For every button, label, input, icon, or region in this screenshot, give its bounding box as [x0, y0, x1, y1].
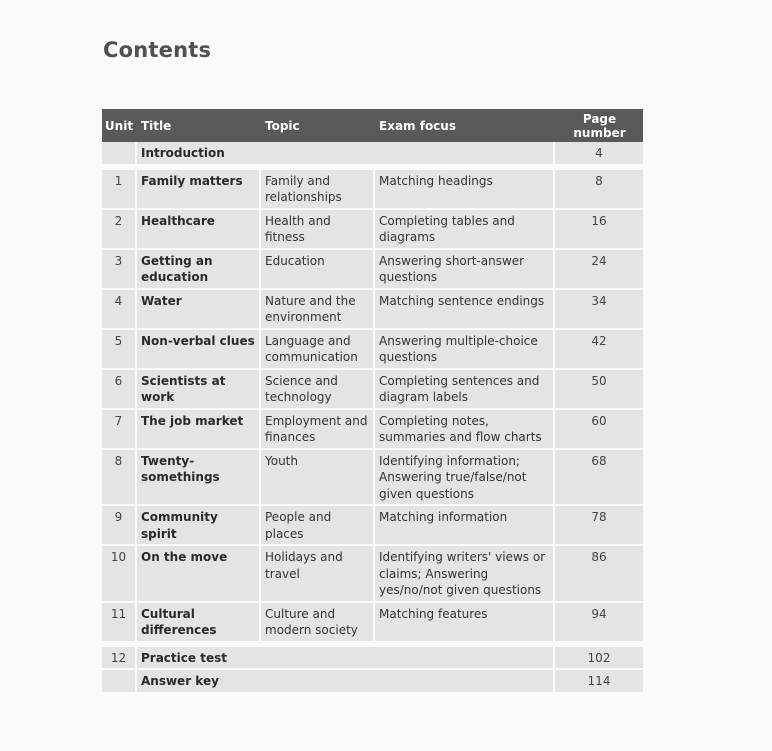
- unit-number: 4: [102, 290, 137, 330]
- unit-title: Scientists at work: [137, 370, 261, 410]
- unit-topic: Science and technology: [261, 370, 375, 410]
- intro-row: [102, 142, 643, 166]
- unit-number: 2: [102, 210, 137, 250]
- unit-page: 8: [555, 170, 643, 210]
- practice-test-unit: 12: [102, 647, 137, 671]
- unit-number: 8: [102, 450, 137, 507]
- practice-test-page: 102: [555, 647, 643, 671]
- unit-title: Getting an education: [137, 250, 261, 290]
- unit-topic: Holidays and travel: [261, 546, 375, 603]
- unit-exam-focus: Matching features: [375, 603, 555, 643]
- table-row: [102, 370, 643, 410]
- unit-topic: Nature and the environment: [261, 290, 375, 330]
- unit-page: 78: [555, 506, 643, 546]
- header-exam-focus: Exam focus: [375, 109, 555, 142]
- unit-topic: Employment and finances: [261, 410, 375, 450]
- unit-number: 3: [102, 250, 137, 290]
- unit-topic: Youth: [261, 450, 375, 507]
- unit-number: 9: [102, 506, 137, 546]
- unit-page: 94: [555, 603, 643, 643]
- contents-table: [102, 109, 643, 694]
- table-row: [102, 506, 643, 546]
- unit-page: 60: [555, 410, 643, 450]
- unit-title: Cultural differences: [137, 603, 261, 643]
- unit-number: 7: [102, 410, 137, 450]
- unit-number: 10: [102, 546, 137, 603]
- unit-title: Non-verbal clues: [137, 330, 261, 370]
- unit-topic: People and places: [261, 506, 375, 546]
- table-row: [102, 450, 643, 507]
- table-row: [102, 410, 643, 450]
- unit-page: 86: [555, 546, 643, 603]
- unit-exam-focus: Identifying information; Answering true/false/not given questions: [375, 450, 555, 507]
- unit-title: On the move: [137, 546, 261, 603]
- unit-topic: Health and fitness: [261, 210, 375, 250]
- unit-exam-focus: Matching headings: [375, 170, 555, 210]
- table-row: [102, 330, 643, 370]
- unit-title: Community spirit: [137, 506, 261, 546]
- header-page-number: Page number: [555, 109, 643, 142]
- unit-page: 16: [555, 210, 643, 250]
- unit-title: Healthcare: [137, 210, 261, 250]
- answer-key-title: Answer key: [137, 670, 555, 694]
- unit-number: 1: [102, 170, 137, 210]
- unit-page: 42: [555, 330, 643, 370]
- unit-title: Twenty-somethings: [137, 450, 261, 507]
- unit-page: 24: [555, 250, 643, 290]
- table-row: [102, 603, 643, 643]
- unit-exam-focus: Answering short-answer questions: [375, 250, 555, 290]
- practice-test-row: [102, 647, 643, 671]
- unit-topic: Language and communication: [261, 330, 375, 370]
- intro-page: 4: [555, 142, 643, 166]
- unit-exam-focus: Matching sentence endings: [375, 290, 555, 330]
- intro-title: Introduction: [137, 142, 555, 166]
- unit-topic: Culture and modern society: [261, 603, 375, 643]
- unit-page: 68: [555, 450, 643, 507]
- practice-test-title: Practice test: [137, 647, 555, 671]
- header-unit: Unit: [102, 109, 137, 142]
- header-topic: Topic: [261, 109, 375, 142]
- table-row: [102, 210, 643, 250]
- unit-number: 11: [102, 603, 137, 643]
- unit-exam-focus: Answering multiple-choice questions: [375, 330, 555, 370]
- unit-exam-focus: Completing notes, summaries and flow charts: [375, 410, 555, 450]
- unit-number: 5: [102, 330, 137, 370]
- unit-exam-focus: Identifying writers' views or claims; Answering yes/no/not given questions: [375, 546, 555, 603]
- header-row: [102, 109, 643, 142]
- table-row: [102, 546, 643, 603]
- unit-exam-focus: Completing tables and diagrams: [375, 210, 555, 250]
- table-row: [102, 170, 643, 210]
- unit-page: 50: [555, 370, 643, 410]
- header-title: Title: [137, 109, 261, 142]
- page-title: Contents: [103, 38, 212, 62]
- unit-title: The job market: [137, 410, 261, 450]
- unit-exam-focus: Completing sentences and diagram labels: [375, 370, 555, 410]
- table-row: [102, 250, 643, 290]
- unit-exam-focus: Matching information: [375, 506, 555, 546]
- unit-page: 34: [555, 290, 643, 330]
- answer-key-row: [102, 670, 643, 694]
- unit-topic: Education: [261, 250, 375, 290]
- unit-number: 6: [102, 370, 137, 410]
- answer-key-page: 114: [555, 670, 643, 694]
- unit-topic: Family and relationships: [261, 170, 375, 210]
- unit-title: Family matters: [137, 170, 261, 210]
- table-row: [102, 290, 643, 330]
- unit-title: Water: [137, 290, 261, 330]
